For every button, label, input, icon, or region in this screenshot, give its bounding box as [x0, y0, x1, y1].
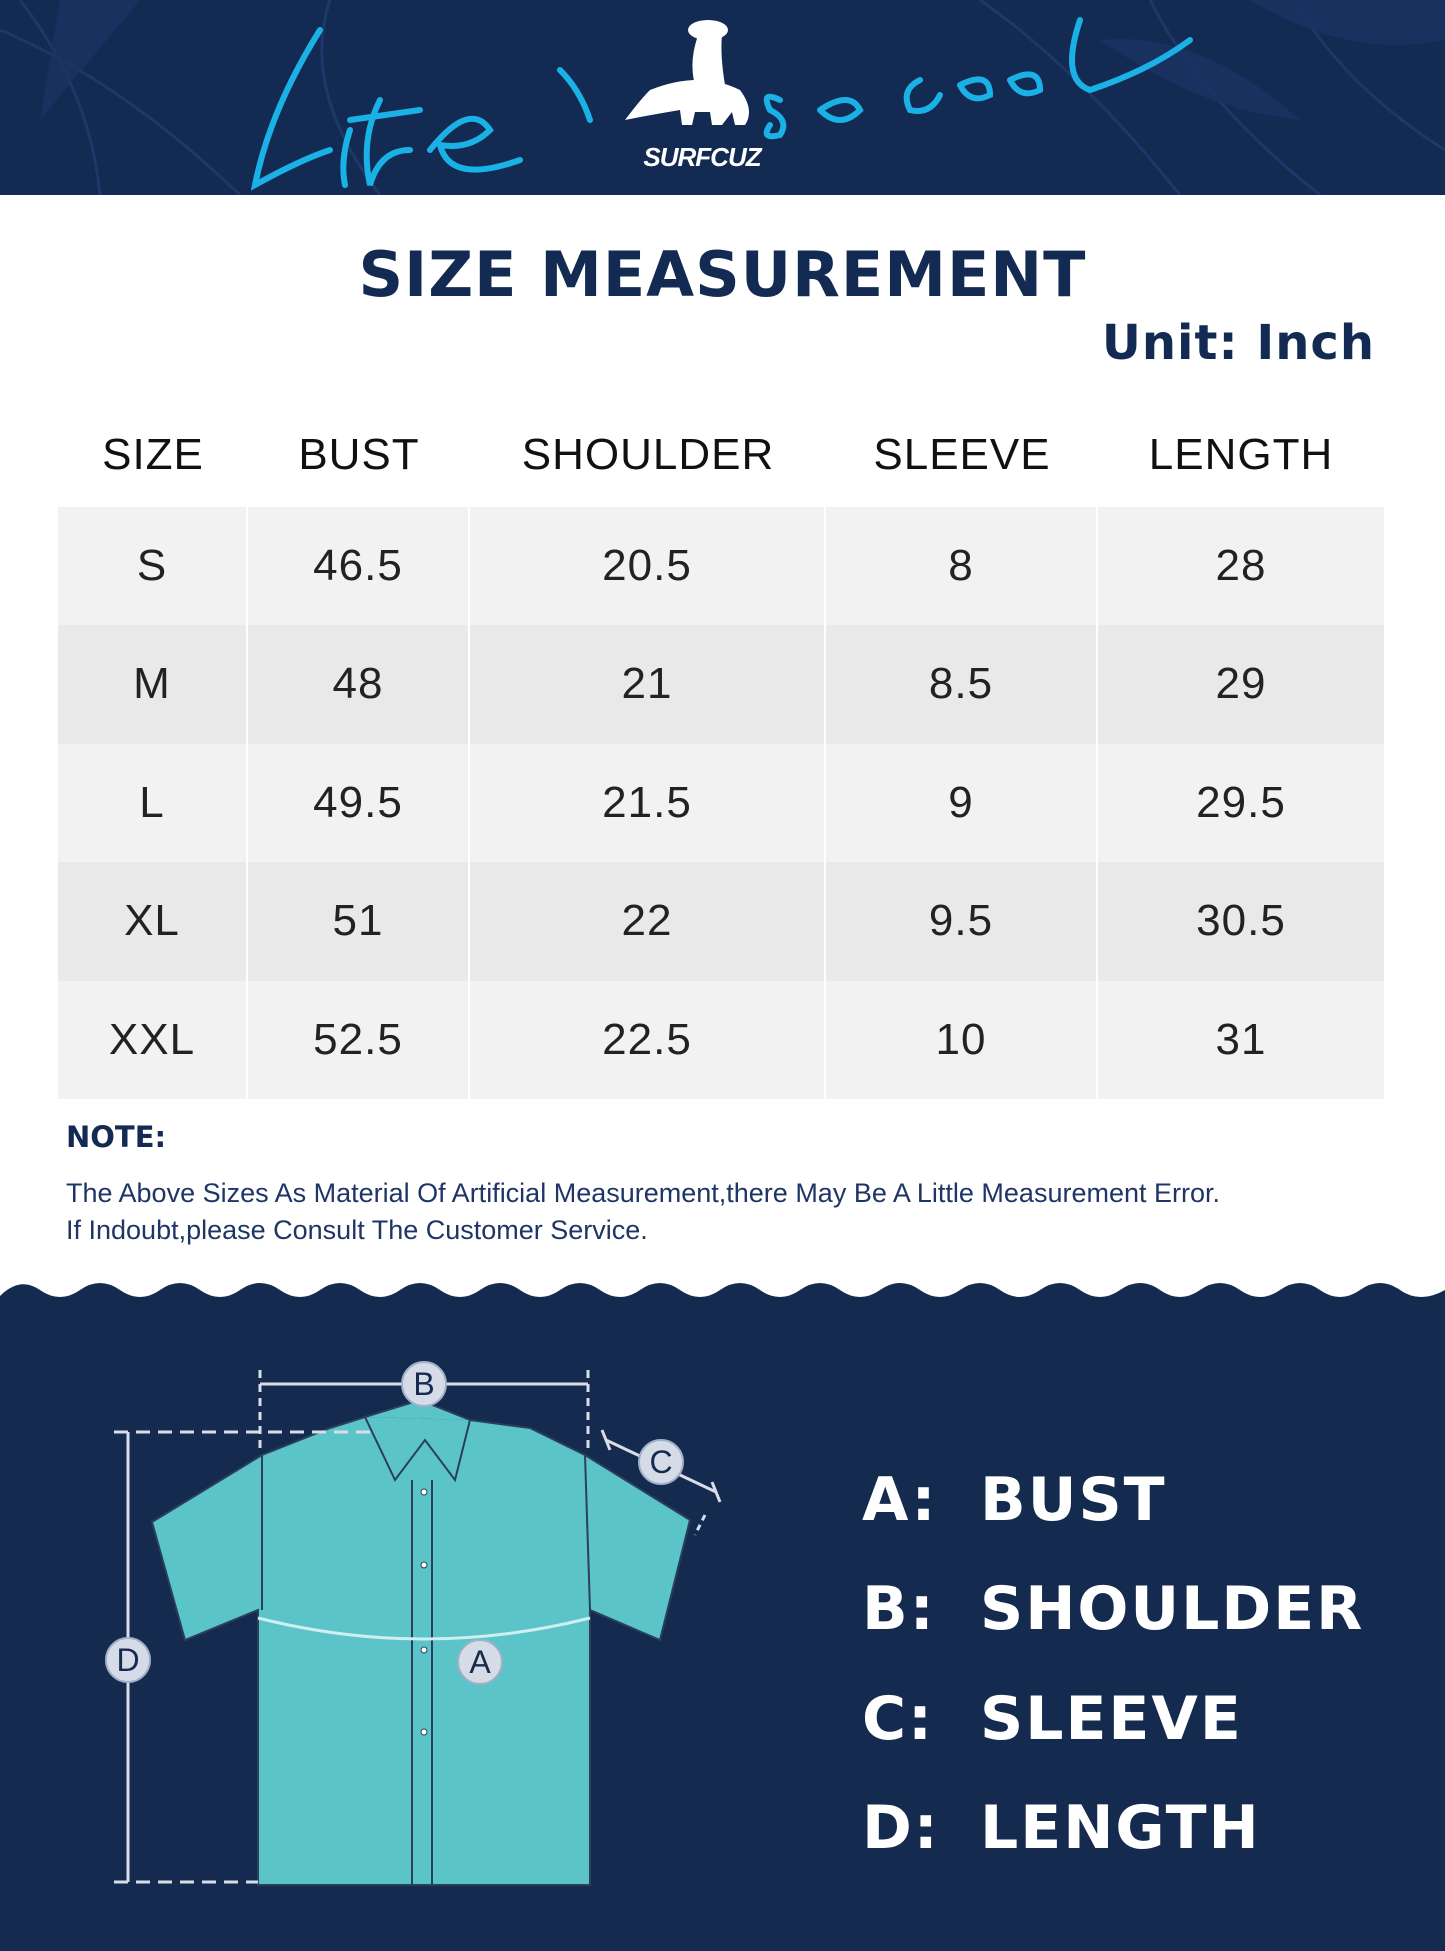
svg-text:D: D	[116, 1642, 140, 1678]
table-cell: 31	[1215, 1014, 1267, 1064]
table-cell: 49.5	[248, 744, 470, 862]
table-cell: XL	[58, 862, 248, 980]
table-cell: 22	[470, 862, 826, 980]
legend-key: A:	[862, 1465, 938, 1535]
table-cell: 21	[470, 625, 826, 743]
column-header: SIZE	[102, 430, 204, 479]
column-header: BUST	[298, 430, 420, 479]
note-text: The Above Sizes As Material Of Artificial Measurement,there May Be A Little Measurement Error.	[66, 1178, 1220, 1208]
table-cell: 9	[826, 744, 1098, 862]
size-table	[58, 507, 1384, 1099]
note-title: NOTE:	[66, 1120, 167, 1154]
table-cell: 22.5	[470, 981, 826, 1099]
table-cell: 30.5	[1196, 896, 1286, 946]
legend-label: BUST	[980, 1465, 1167, 1535]
table-row	[58, 507, 1384, 625]
table-header	[58, 420, 1384, 490]
dinosaur-logo-icon	[625, 20, 749, 125]
table-cell: 29.5	[1196, 777, 1286, 827]
table-cell: 8.5	[826, 625, 1098, 743]
table-cell: XXL	[58, 981, 248, 1099]
table-row	[58, 981, 1384, 1099]
table-cell: 20.5	[470, 507, 826, 625]
legend-label: LENGTH	[980, 1793, 1261, 1863]
table-cell: 8	[826, 507, 1098, 625]
page-title: SIZE MEASUREMENT	[358, 238, 1087, 311]
header-banner	[0, 0, 1445, 195]
legend-label: SHOULDER	[980, 1574, 1365, 1644]
note-text: If Indoubt,please Consult The Customer Service.	[66, 1215, 648, 1245]
table-cell: 10	[826, 981, 1098, 1099]
table-cell: 9.5	[826, 862, 1098, 980]
legend-key: B:	[862, 1574, 936, 1644]
legend-item-length	[862, 1793, 1261, 1863]
table-cell: 28	[1215, 541, 1267, 590]
table-row	[58, 625, 1384, 743]
table-cell: 51	[248, 862, 470, 980]
table-cell: 52.5	[248, 981, 470, 1099]
marker-a-icon	[458, 1640, 502, 1684]
legend-key: C:	[862, 1684, 935, 1754]
marker-b-icon	[402, 1362, 446, 1406]
table-cell: M	[58, 625, 248, 743]
legend-item-sleeve	[862, 1684, 1243, 1754]
column-header: SHOULDER	[521, 430, 775, 479]
legend-label: SLEEVE	[980, 1684, 1243, 1754]
column-header: LENGTH	[1148, 430, 1334, 479]
legend-item-bust	[862, 1465, 1167, 1535]
svg-text:C: C	[649, 1444, 673, 1480]
table-cell: 21.5	[470, 744, 826, 862]
legend-key: D:	[862, 1793, 940, 1863]
legend-item-shoulder	[862, 1574, 1364, 1644]
svg-text:B: B	[413, 1366, 435, 1402]
table-cell: 46.5	[248, 507, 470, 625]
column-header: SLEEVE	[873, 430, 1051, 479]
table-row	[58, 744, 1384, 862]
table-row	[58, 862, 1384, 980]
marker-d-icon	[106, 1638, 150, 1682]
table-cell: L	[58, 744, 248, 862]
table-cell: 48	[248, 625, 470, 743]
table-cell: S	[58, 507, 248, 625]
table-cell: 29	[1215, 659, 1267, 709]
unit-label: Unit: Inch	[1101, 315, 1375, 371]
marker-c-icon	[639, 1440, 683, 1484]
svg-text:A: A	[469, 1644, 491, 1680]
brand-logo: SURFCUZ	[643, 142, 761, 172]
